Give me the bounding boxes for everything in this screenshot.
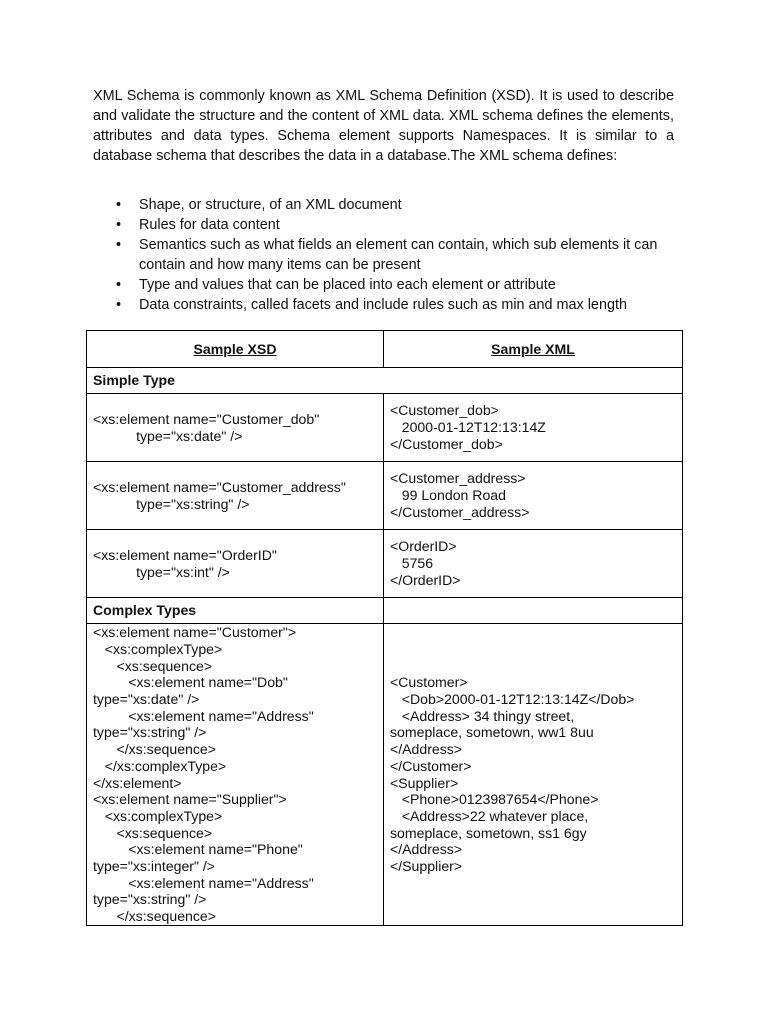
table-row bbox=[87, 624, 683, 926]
table-header-row bbox=[87, 331, 683, 368]
header-sample-xml: Sample XML bbox=[384, 331, 683, 368]
intro-paragraph: XML Schema is commonly known as XML Schema Definition (XSD). It is used to describe and validate the structure and the content of XML data. XML schema defines the elements, attributes and data types. Schema element supports Namespaces. It is similar to a database schema that describes the data in a database.The XML schema defines: bbox=[93, 88, 674, 165]
xsd-cell: <xs:element name="Customer"> <xs:complexType> <xs:sequence> <xs:element name="Dob" type="xs:date" /> <xs:element name="Address" type="xs:string" /> </xs:sequence> </xs:complexType> </xs:element> <xs:element name="Supplier"> <xs:complexType> <xs:sequence> <xs:element name="Phone" type="xs:integer" /> <xs:element name="Address" type="xs:string" /> </xs:sequence> bbox=[87, 624, 384, 926]
table-row bbox=[87, 530, 683, 598]
section-label: Complex Types bbox=[87, 598, 384, 624]
bullet-item: • Data constraints, called facets and include rules such as min and max length bbox=[139, 295, 674, 315]
table-row bbox=[87, 462, 683, 530]
xml-cell: <Customer_dob> 2000-01-12T12:13:14Z </Customer_dob> bbox=[384, 394, 683, 462]
xml-cell: <Customer_address> 99 London Road </Customer_address> bbox=[384, 462, 683, 530]
xsd-cell: <xs:element name="Customer_dob" type="xs:date" /> bbox=[87, 394, 384, 462]
header-sample-xsd: Sample XSD bbox=[87, 331, 384, 368]
section-row-simple-type bbox=[87, 368, 683, 394]
section-label: Simple Type bbox=[87, 368, 683, 394]
xsd-cell: <xs:element name="Customer_address" type="xs:string" /> bbox=[87, 462, 384, 530]
xsd-cell: <xs:element name="OrderID" type="xs:int" /> bbox=[87, 530, 384, 598]
xml-cell: <Customer> <Dob>2000-01-12T12:13:14Z</Dob> <Address> 34 thingy street, someplace, sometown, ww1 8uu </Address> </Customer> <Supplier> <Phone>0123987654</Phone> <Address>22 whatever place, someplace, sometown, ss1 6gy </Address> </Supplier> bbox=[384, 624, 683, 926]
sample-table bbox=[86, 330, 683, 926]
table-row bbox=[87, 394, 683, 462]
section-row-complex-types bbox=[87, 598, 683, 624]
bullet-item: • Rules for data content bbox=[139, 215, 674, 235]
bullet-item: • Shape, or structure, of an XML document bbox=[139, 195, 674, 215]
bullet-list bbox=[139, 195, 674, 316]
xml-cell: <OrderID> 5756 </OrderID> bbox=[384, 530, 683, 598]
bullet-item: • Semantics such as what fields an element can contain, which sub elements it can contain and how many items can be present bbox=[139, 235, 674, 275]
bullet-item: • Type and values that can be placed into each element or attribute bbox=[139, 275, 674, 295]
empty-cell bbox=[384, 598, 683, 624]
